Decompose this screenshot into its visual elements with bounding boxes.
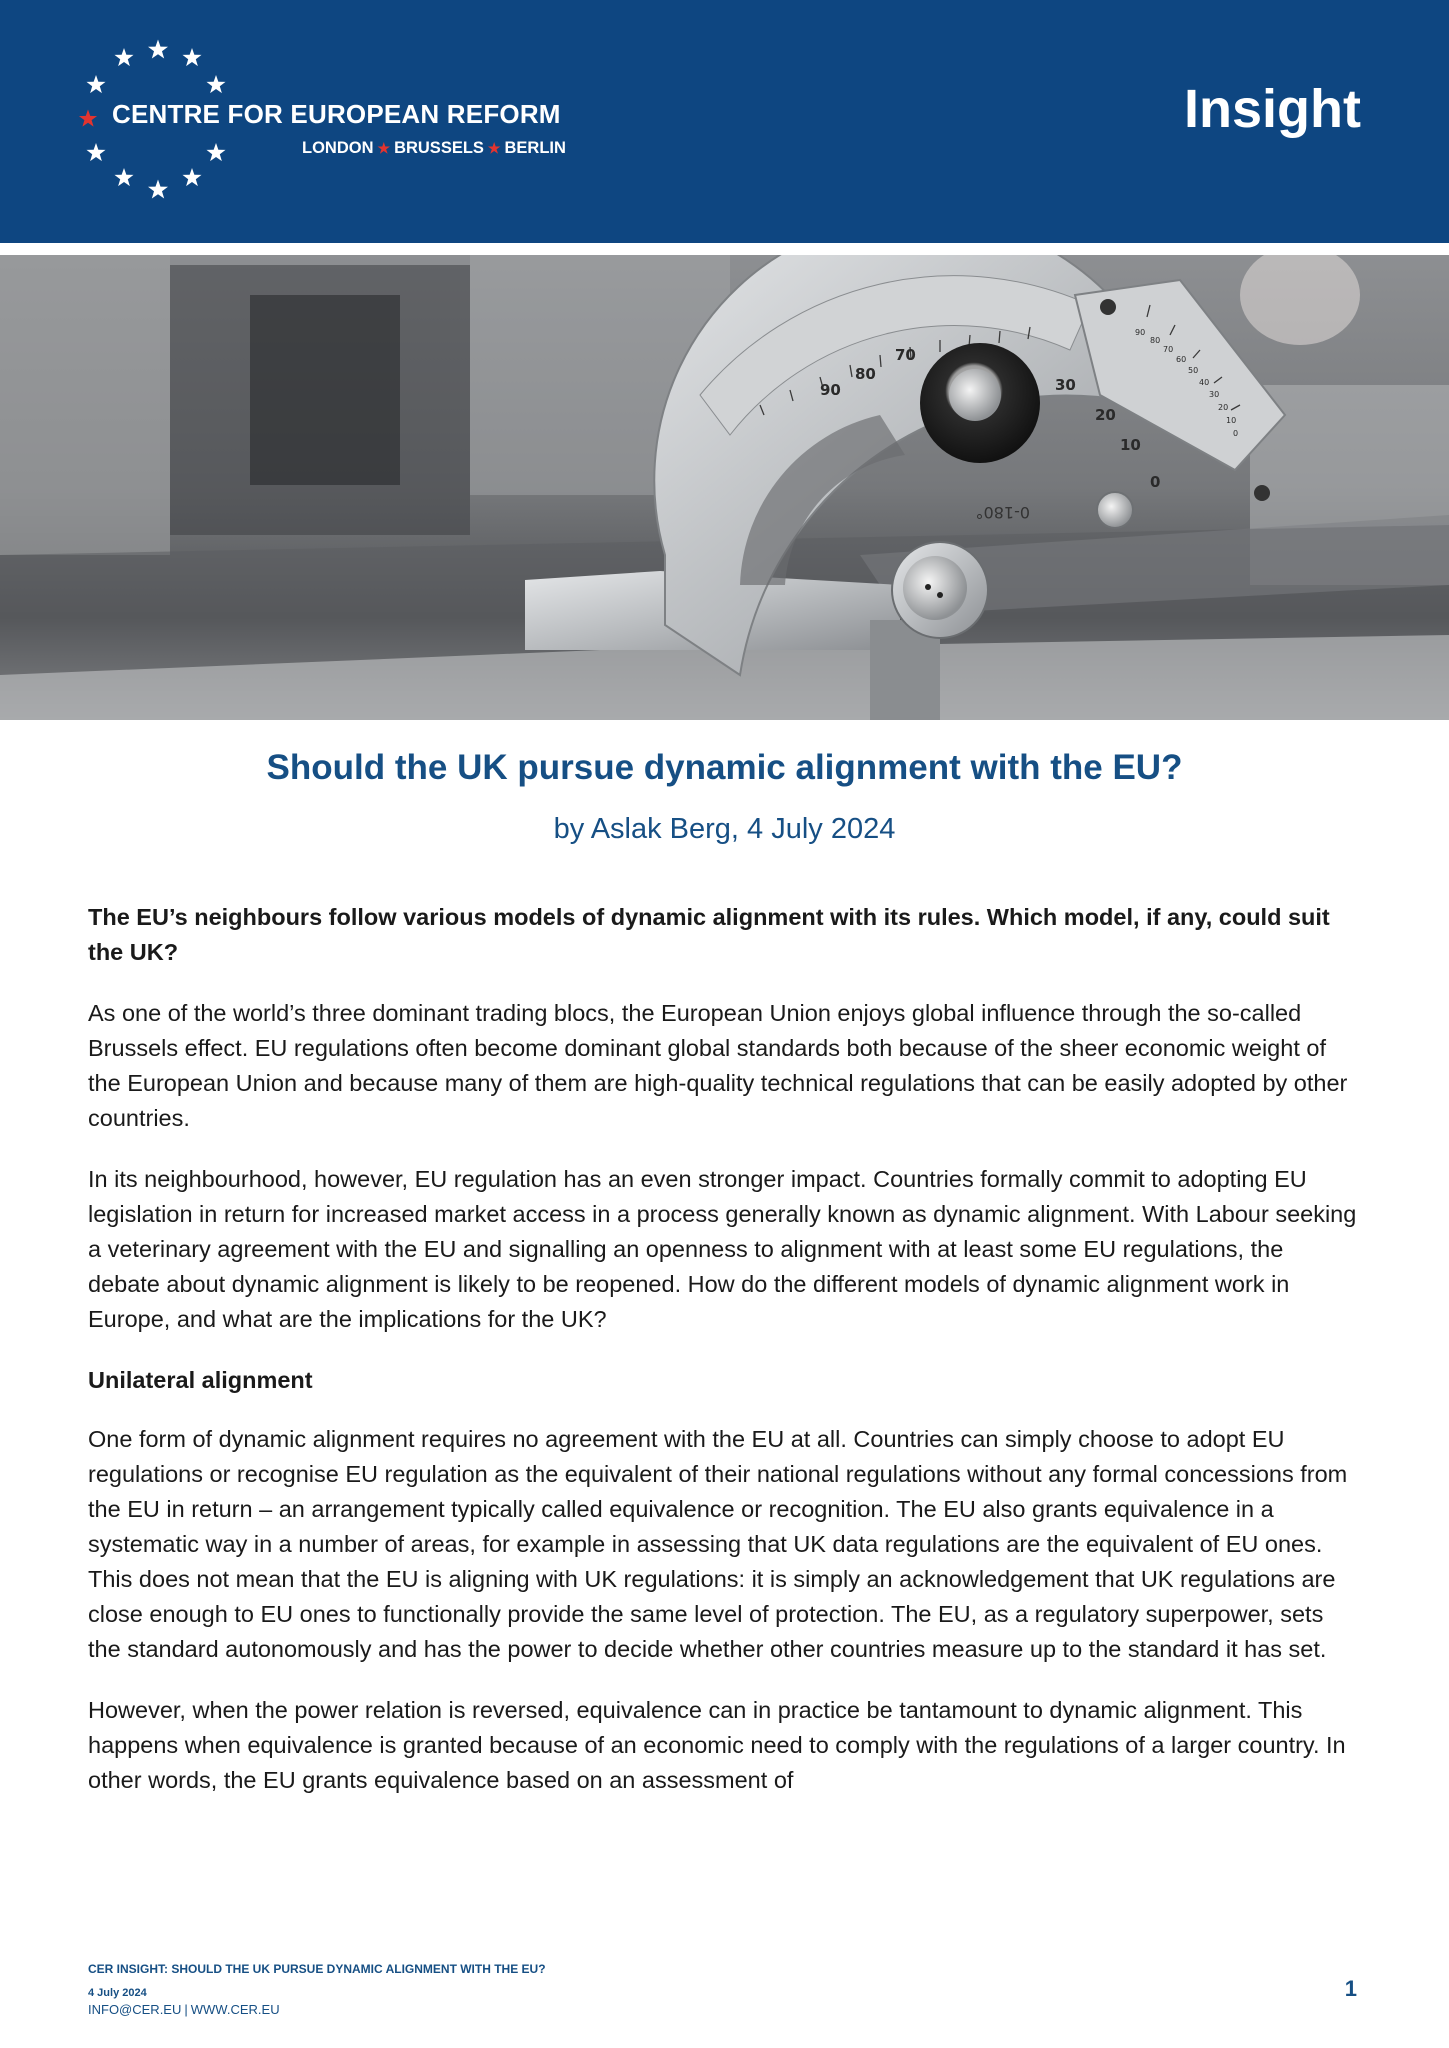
scale-label: 30 (1055, 376, 1076, 394)
section-heading: Unilateral alignment (88, 1367, 313, 1393)
body-paragraph: As one of the world’s three dominant trading blocs, the European Union enjoys global influence through the so-called Brussels effect. EU regulations often become dominant global standards both because of the sheer economic weight of the European Union and because many of them are high-quality technical regulations that can be easily adopted by other countries. (88, 1000, 1348, 1131)
footer-date: 4 July 2024 (88, 1987, 147, 1999)
scale-label: 30 (1209, 390, 1220, 399)
protractor-photo (0, 255, 1449, 720)
protractor-illustration (0, 255, 1449, 720)
star-icon (206, 143, 225, 161)
body-paragraph: However, when the power relation is reversed, equivalence can in practice be tantamount to dynamic alignment. This happens when equivalence is granted because of an economic need to comply with the regulations of a larger country. In other words, the EU grants equivalence based on an assessment of (88, 1697, 1346, 1793)
scale-label: 70 (895, 346, 916, 364)
scale-label: 80 (855, 365, 876, 383)
scale-label: 0 (1233, 429, 1239, 438)
footer-series-title: CER INSIGHT: SHOULD THE UK PURSUE DYNAMIC ALIGNMENT WITH THE EU? (88, 1962, 546, 1976)
body-paragraph: In its neighbourhood, however, EU regulation has an even stronger impact. Countries formally commit to adopting EU legislation in return for increased market access in a process generally known as dynamic alignment. With Labour seeking a veterinary agreement with the EU and signalling an openness to alignment with at least some EU regulations, the debate about dynamic alignment is likely to be reopened. How do the different models of dynamic alignment work in Europe, and what are the implications for the UK? (88, 1166, 1357, 1332)
star-icon (206, 75, 225, 93)
article-byline: by Aslak Berg, 4 July 2024 (553, 813, 896, 845)
organization-name: CENTRE FOR EUROPEAN REFORM (112, 99, 561, 129)
body-paragraph: One form of dynamic alignment requires no agreement with the EU at all. Countries can simply choose to adopt EU regulations or recognise EU regulation as the equivalent of their national regulations without any formal concessions from the EU in return – an arrangement typically called equivalence or recognition. The EU also grants equivalence in a systematic way in a number of areas, for example in assessing that UK data regulations are the equivalent of EU ones. This does not mean that the EU is aligning with UK regulations: it is simply an acknowledgement that UK regulations are close enough to EU ones to functionally provide the same level of protection. The EU, as a regulatory superpower, sets the standard autonomously and has the power to decide whether other countries measure up to the standard it has set. (88, 1426, 1348, 1662)
organization-cities (302, 139, 566, 158)
star-icon (86, 75, 105, 93)
red-star-icon (79, 110, 97, 127)
footer-email-link[interactable]: INFO@CER.EU (88, 2002, 182, 2017)
star-icon (182, 48, 201, 66)
footer-website-link[interactable]: WWW.CER.EU (190, 2002, 280, 2017)
article-title: Should the UK pursue dynamic alignment with the EU? (266, 748, 1183, 787)
header-band (0, 0, 1449, 243)
star-icon (182, 168, 201, 186)
scale-label: 40 (1199, 378, 1210, 387)
scale-label: 20 (1095, 406, 1116, 424)
scale-label: 70 (1163, 345, 1174, 354)
article-lead: The EU’s neighbours follow various models of dynamic alignment with its rules. Which model, if any, could suit the UK? (88, 904, 1330, 965)
article-body (88, 900, 1358, 1824)
red-star-icon: ★ (377, 140, 391, 156)
scale-label: 90 (1135, 328, 1146, 337)
footer-contact (88, 2002, 280, 2017)
star-icon (148, 40, 168, 59)
city-london: LONDON (302, 139, 374, 157)
star-icon (86, 143, 105, 161)
city-brussels: BRUSSELS (394, 139, 484, 157)
scale-label: 50 (1188, 366, 1199, 375)
star-icon (148, 180, 168, 199)
page-number: 1 (1344, 1976, 1357, 2001)
scale-label: 10 (1120, 436, 1141, 454)
scale-label: 80 (1150, 336, 1161, 345)
protractor-inscription: 0-180° (975, 503, 1030, 522)
scale-label: 0 (1150, 473, 1161, 491)
scale-label: 90 (820, 381, 841, 399)
footer-separator: | (184, 2002, 188, 2017)
red-star-icon: ★ (487, 140, 501, 156)
star-icon (114, 48, 133, 66)
city-berlin: BERLIN (504, 139, 566, 157)
scale-label: 10 (1226, 416, 1237, 425)
scale-label: 20 (1218, 403, 1229, 412)
scale-label: 60 (1176, 355, 1187, 364)
publication-type: Insight (1184, 79, 1361, 139)
star-icon (114, 168, 133, 186)
